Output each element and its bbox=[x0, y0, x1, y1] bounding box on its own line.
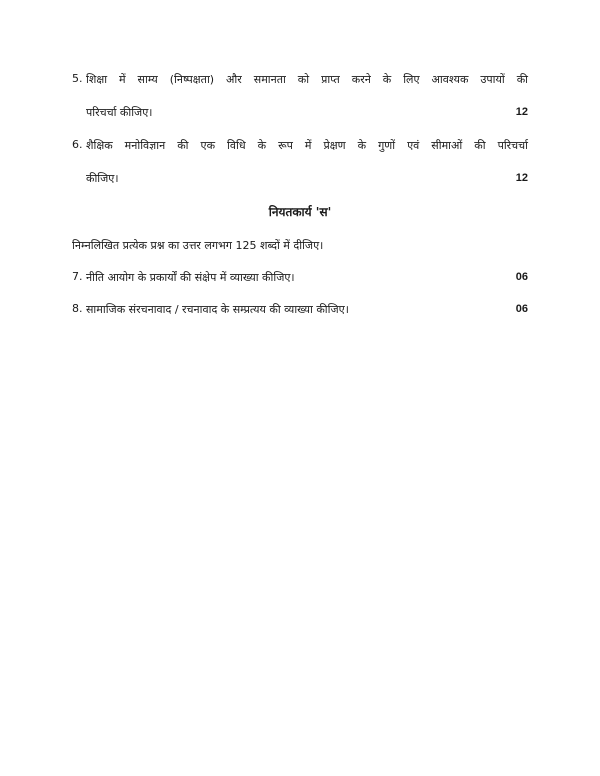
question-8 bbox=[72, 302, 528, 320]
question-7 bbox=[72, 270, 528, 288]
question-marks: 12 bbox=[515, 172, 528, 184]
question-text-line2: परिचर्चा कीजिए। bbox=[86, 106, 153, 119]
question-text: नीति आयोग के प्रकार्यों की संक्षेप में व्याख्या कीजिए। bbox=[86, 271, 295, 284]
question-text: सामाजिक संरचनावाद / रचनावाद के सम्प्रत्यय की व्याख्या कीजिए। bbox=[86, 303, 349, 316]
section-heading: नियतकार्य 'स' bbox=[268, 205, 332, 219]
question-5 bbox=[72, 72, 528, 122]
question-number: 8. bbox=[72, 302, 83, 315]
question-text-line1: शैक्षिक मनोविज्ञान की एक विधि के रूप में प्रेक्षण के गुणों एवं सीमाओं की परिचर्चा bbox=[86, 139, 528, 152]
question-marks: 12 bbox=[515, 106, 528, 118]
question-6 bbox=[72, 138, 528, 188]
section-instruction: निम्नलिखित प्रत्येक प्रश्न का उत्तर लगभग 125 शब्दों में दीजिए। bbox=[72, 239, 324, 252]
question-text-line1: शिक्षा में साम्य (निष्पक्षता) और समानता को प्राप्त करने के लिए आवश्यक उपायों की bbox=[86, 73, 528, 86]
question-number: 6. bbox=[72, 138, 83, 151]
question-marks: 06 bbox=[515, 303, 528, 315]
question-number: 5. bbox=[72, 72, 83, 85]
question-marks: 06 bbox=[515, 271, 528, 283]
question-number: 7. bbox=[72, 270, 83, 283]
question-text-line2: कीजिए। bbox=[86, 172, 119, 185]
